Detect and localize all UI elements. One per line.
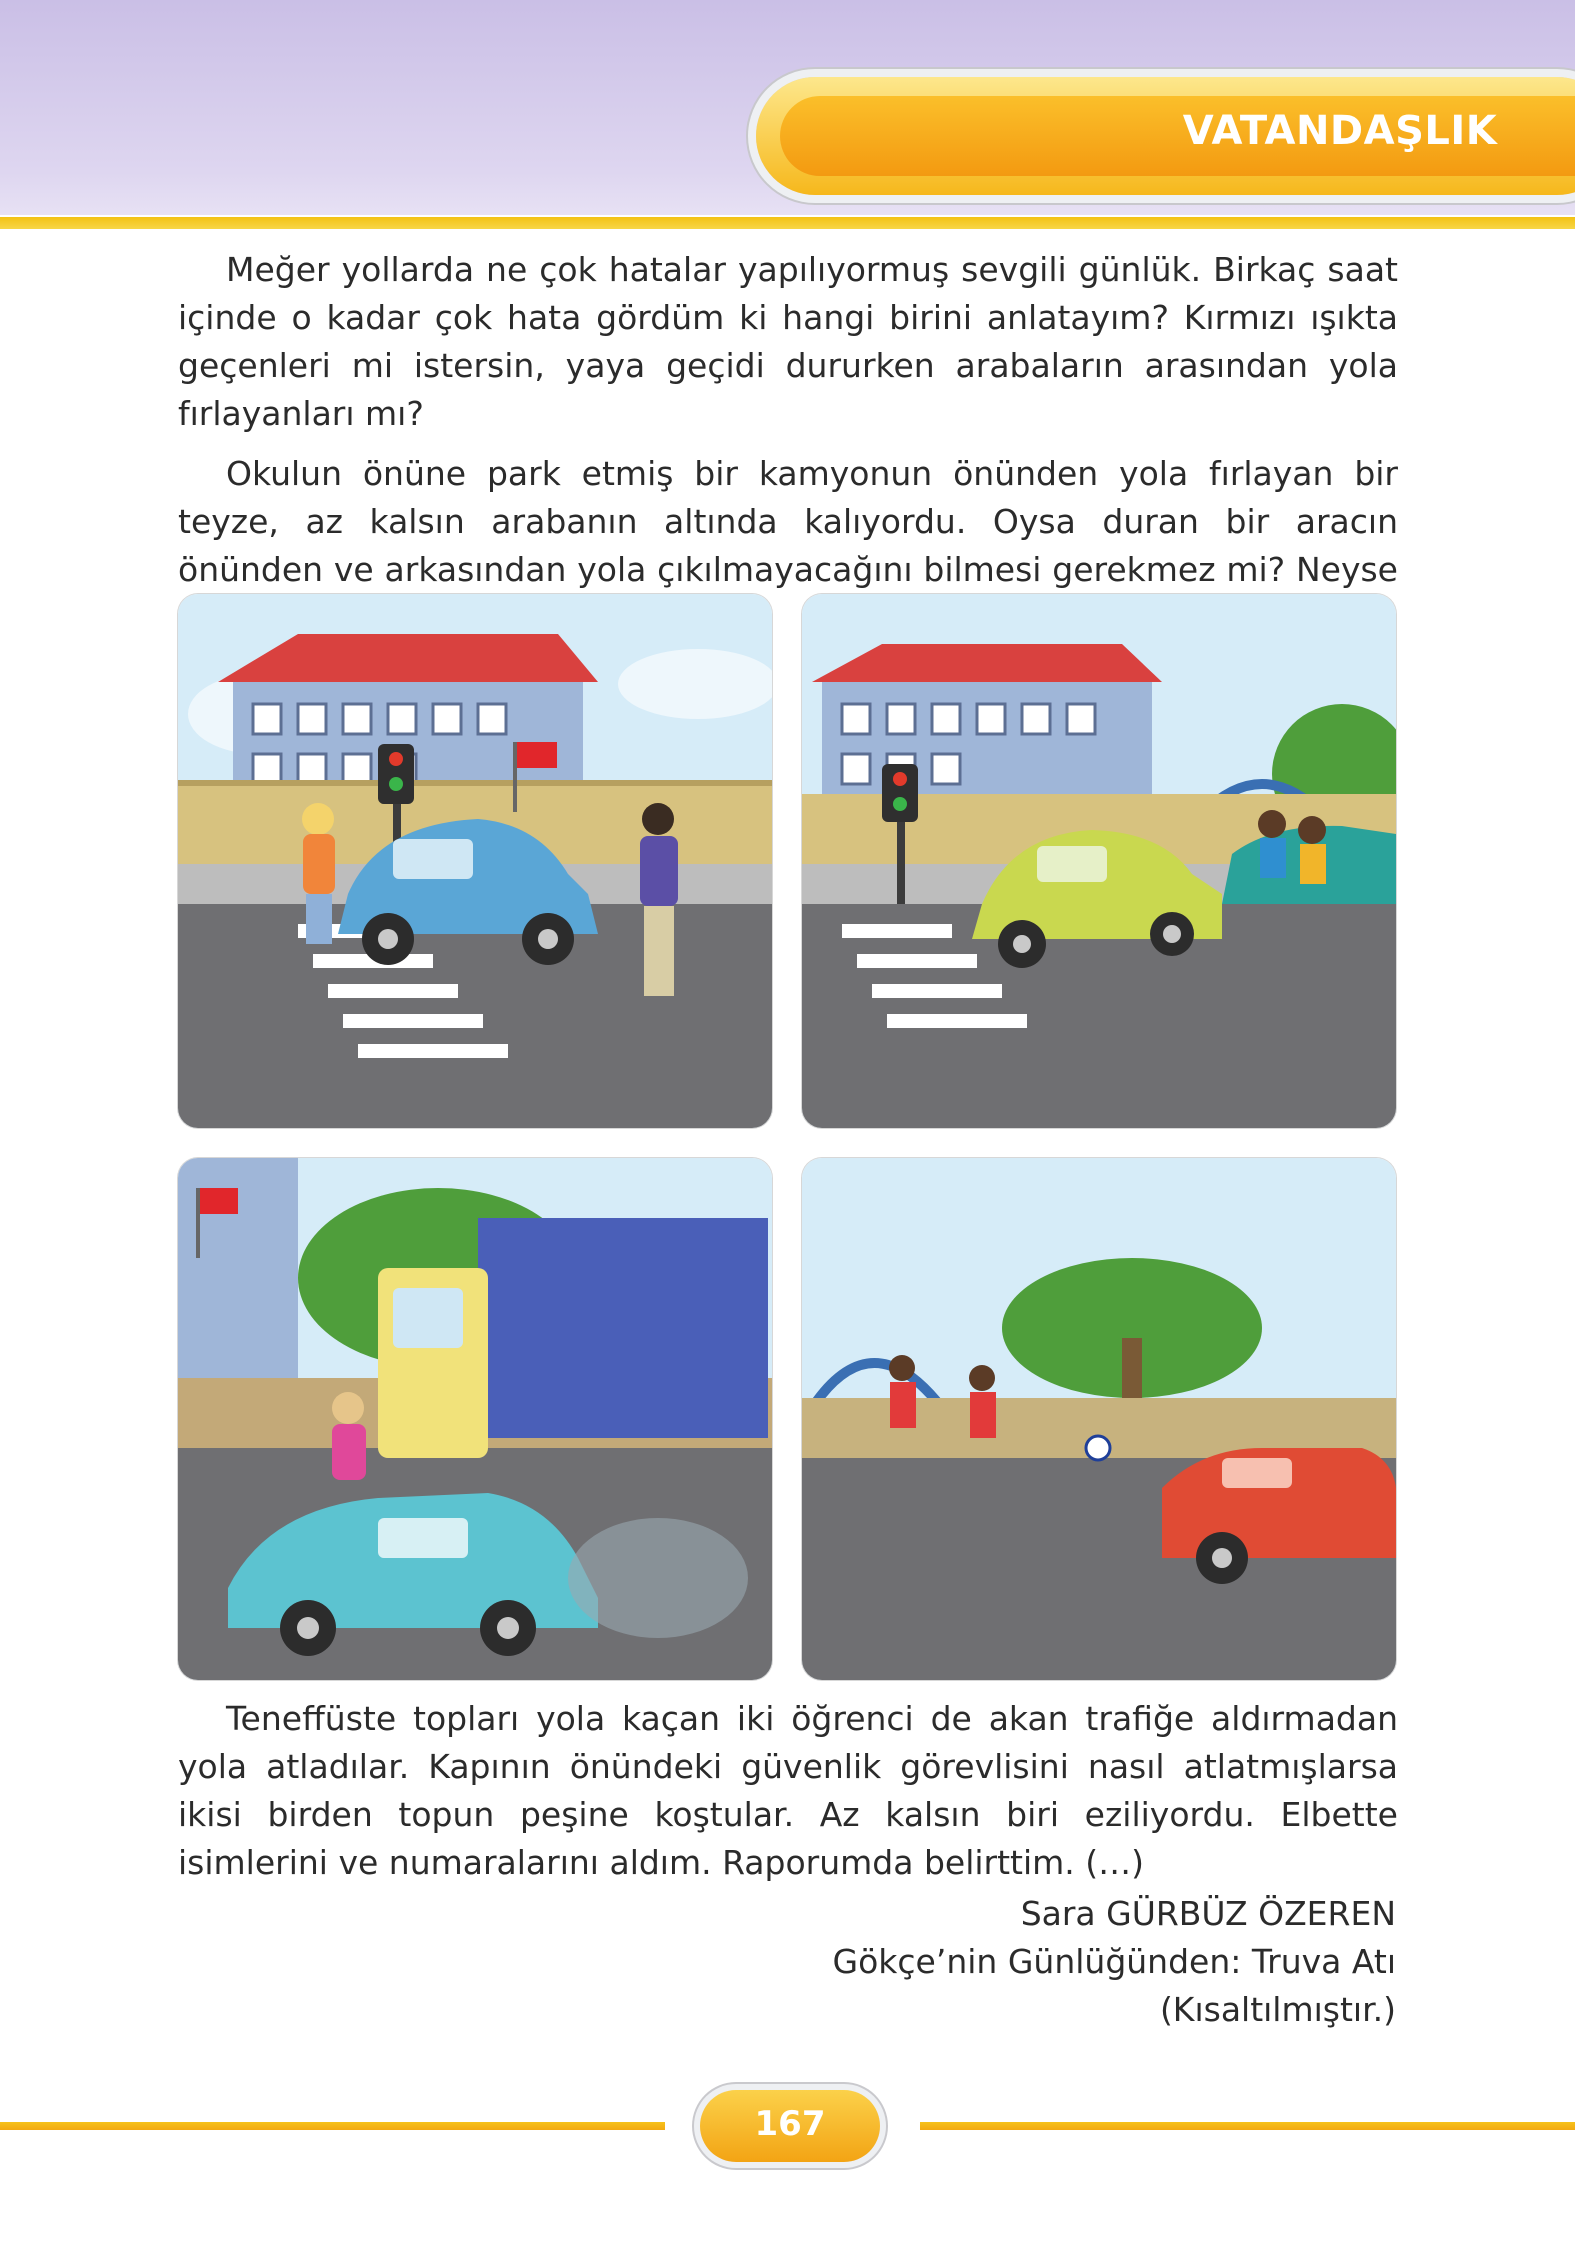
attribution [700, 1890, 1396, 2034]
paragraph-1 [178, 246, 1398, 438]
abridged-note: (Kısaltılmıştır.) [1159, 1990, 1396, 2029]
paragraph-3-text: Teneffüste topları yola kaçan iki öğrenci de akan trafiğe aldırmadan yola atladılar. Kapının önündeki güvenlik görevlisini nasıl atlatmışlarsa ikisi birden topun peşine koştular. Az kalsın biri eziliyordu. Elbette isimlerini ve numaralarını aldım. Raporumda belirttim. (…) [178, 1699, 1398, 1882]
illustration-crosswalk [178, 594, 772, 1128]
paragraph-3 [178, 1695, 1398, 1887]
page-number: 167 [754, 2104, 826, 2144]
illustration-truck [178, 1158, 772, 1680]
paragraph-2-text: Okulun önüne park etmiş bir kamyonun önünden yola fırlayan bir teyze, az kalsın arabanın altında kalıyordu. Oysa duran bir aracın önünden ve arkasından yola çıkılmayacağını bilmesi gerekmez mi? Neyse [178, 454, 1398, 589]
illustration-running-children [802, 594, 1396, 1128]
illustration-ball [802, 1158, 1396, 1680]
source-title: Gökçe’nin Günlüğünden: Truva Atı [832, 1942, 1396, 1981]
footer-rule-left [0, 2122, 665, 2130]
paragraph-1-text: Meğer yollarda ne çok hatalar yapılıyormuş sevgili günlük. Birkaç saat içinde o kadar çok hata gördüm ki hangi birini anlatayım? Kırmızı ışıkta geçenleri mi istersin, yaya geçidi dururken arabaların arasından yola fırlayanları mı? [178, 250, 1398, 433]
section-title: VATANDAŞLIK [1182, 108, 1498, 154]
header-rule [0, 215, 1575, 229]
author-name: Sara GÜRBÜZ ÖZEREN [1020, 1894, 1396, 1933]
footer-rule-right [920, 2122, 1575, 2130]
